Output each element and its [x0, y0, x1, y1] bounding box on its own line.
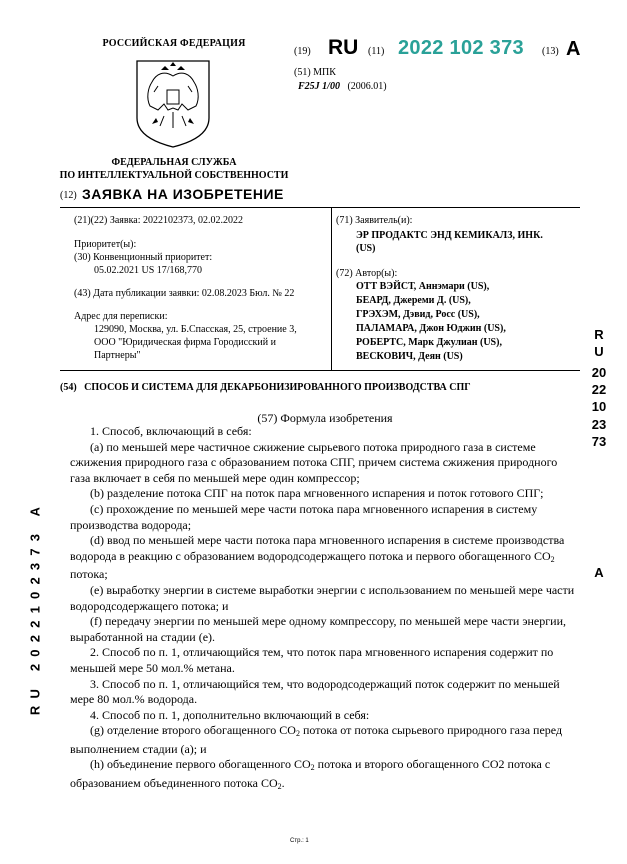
formula-header: (57) Формула изобретения: [257, 411, 393, 425]
side-right-country: RU: [594, 327, 604, 360]
ipc-class: F25J 1/00: [298, 81, 340, 92]
claim-4g: (g) отделение второго обогащенного $CO_2$ потока от потока сырьевого природного газа перед выполнением стадии (a); и: [70, 723, 563, 756]
agency-line2: ПО ИНТЕЛЛЕКТУАЛЬНОЙ СОБСТВЕННОСТИ: [59, 170, 289, 181]
claim-2: 2. Способ по п. 1, отличающийся тем, что поток пара мгновенного испарения содержит по меньшей мере 50 мол.% метана.: [70, 645, 554, 675]
author-2: БЕАРД, Джереми Д. (US),: [356, 295, 471, 306]
bottom-divider: [60, 370, 580, 371]
conv-priority-value: 05.02.2021 US 17/168,770: [94, 265, 203, 276]
claim-3: 3. Способ по п. 1, отличающийся тем, что водородсодержащий поток содержит по меньшей мере 80 мол.% водорода.: [70, 676, 560, 707]
doc-type: ЗАЯВКА НА ИЗОБРЕТЕНИЕ: [82, 186, 284, 202]
doc-type-code: (12): [60, 190, 77, 201]
conv-priority-label: (30) Конвенционный приоритет:: [74, 252, 213, 263]
author-6: ВЕСКОВИЧ, Деян (US): [356, 351, 463, 362]
claim-1f: (f) передачу энергии по меньшей мере одному компрессору, по меньшей мере части энергии, выработанной на стадии (e).: [70, 614, 566, 644]
claim-1e: (e) выработку энергии в системе выработки энергии с использованием по меньшей мере части водородсодержащего потока; и: [70, 582, 575, 613]
agency-line1: ФЕДЕРАЛЬНАЯ СЛУЖБА: [111, 157, 237, 168]
claims-text: [70, 424, 578, 795]
priority-label: Приоритет(ы):: [74, 239, 137, 250]
side-right-kind: A: [594, 565, 604, 580]
claim-1b: (b) разделение потока СПГ на поток пара мгновенного испарения и поток готового СПГ;: [90, 486, 544, 501]
title-code: (54): [60, 382, 77, 393]
author-3: ГРЭХЭМ, Дэвид, Росс (US),: [356, 309, 480, 320]
authors-label: (72) Автор(ы):: [336, 268, 398, 279]
publication-date: (43) Дата публикации заявки: 02.08.2023 Бюл. № 22: [74, 288, 295, 299]
address-line1: 129090, Москва, ул. Б.Спасская, 25, строение 3,: [94, 324, 297, 335]
ipc-line: [298, 81, 387, 92]
country-code: RU: [328, 36, 359, 59]
claim-1: 1. Способ, включающий в себя:: [90, 424, 252, 438]
author-5: РОБЕРТС, Марк Джулиан (US),: [356, 337, 502, 348]
code-19: (19): [294, 46, 311, 57]
country-name: РОССИЙСКАЯ ФЕДЕРАЦИЯ: [102, 38, 246, 49]
top-divider: [60, 207, 580, 208]
column-divider: [331, 207, 332, 370]
agency-name: [58, 156, 290, 182]
claim-4: 4. Способ по п. 1, дополнительно включающий в себя:: [90, 707, 370, 722]
applicant-label: (71) Заявитель(и):: [336, 215, 413, 226]
patent-number: 2022 102 373: [398, 37, 524, 59]
code-13: (13): [542, 46, 559, 57]
code-11: (11): [368, 46, 385, 57]
coat-of-arms-emblem: [134, 58, 212, 150]
address-line2: ООО "Юридическая фирма Городисский и: [94, 337, 276, 348]
address-label: Адрес для переписки:: [74, 311, 168, 322]
ipc-label: (51) МПК: [294, 67, 336, 78]
application-info: (21)(22) Заявка: 2022102373, 02.02.2022: [74, 215, 244, 226]
claim-1c: (c) прохождение по меньшей мере части потока пара мгновенного испарения в систему производства водорода;: [70, 501, 538, 532]
side-left-number: RU 2022102373 A: [27, 499, 43, 716]
claim-1a: (a) по меньшей мере частичное сжижение сырьевого потока природного газа в системе сжижения природного газа с образованием потока СПГ, причем система сжижения природного газа включает в себя по меньшей мере один компрессор;: [70, 439, 558, 485]
invention-title: [60, 382, 471, 393]
page-number: Стр.: 1: [290, 838, 309, 844]
applicant-name: ЭР ПРОДАКТС ЭНД КЕМИКАЛЗ, ИНК.: [356, 230, 543, 241]
ipc-year: (2006.01): [347, 81, 387, 92]
address-line3: Партнеры": [94, 350, 141, 361]
applicant-country: (US): [356, 243, 376, 254]
author-4: ПАЛАМАРА, Джон Юджин (US),: [356, 323, 506, 334]
kind-code: A: [566, 38, 581, 60]
claim-4h: (h) объединение первого обогащенного $CO_2$ потока и второго обогащенного CO2 потока с образованием объединенного потока $CO_2$.: [70, 757, 551, 792]
claim-1d: (d) ввод по меньшей мере части потока пара мгновенного испарения в системе производства водорода в реакцию с образованием водородсодержащего потока и первого обогащенного $CO_2$ потока;: [70, 533, 565, 582]
side-right-number: 2022102373: [591, 365, 607, 449]
double-headed-eagle-icon: [134, 58, 212, 150]
author-1: ОТТ ВЭЙСТ, Аннэмари (US),: [356, 281, 490, 292]
title-text: СПОСОБ И СИСТЕМА ДЛЯ ДЕКАРБОНИЗИРОВАННОГО ПРОИЗВОДСТВА СПГ: [84, 382, 471, 393]
